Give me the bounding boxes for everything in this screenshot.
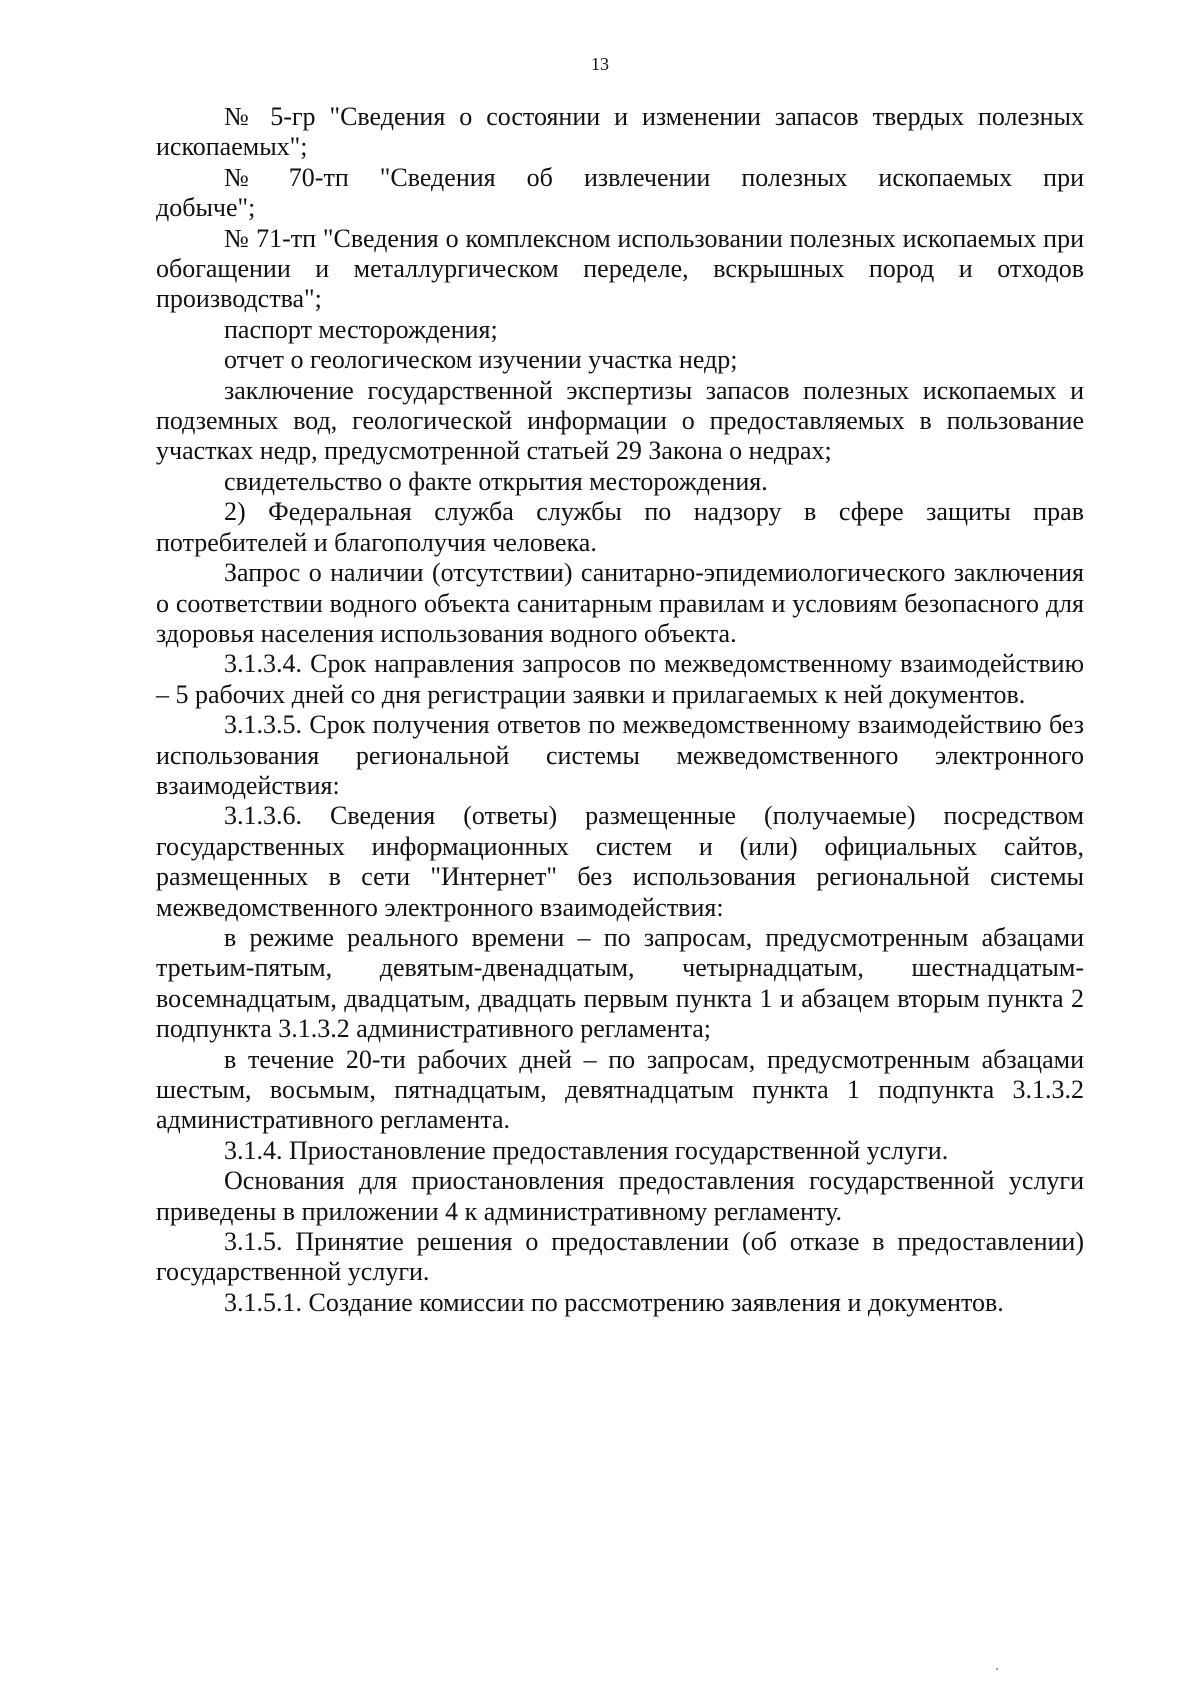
paragraph-3-1-5-1: 3.1.5.1. Создание комиссии по рассмотрению заявления и документов. [224, 1287, 1004, 1317]
page-number: 13 [591, 54, 609, 74]
paragraph-form-70tp: № 70-тп "Сведения об извлечении полезных ископаемых при добыче"; [156, 162, 1084, 223]
paragraph-3-1-5: 3.1.5. Принятие решения о предоставлении (об отказе в предоставлении) государственной услуги. [156, 1227, 1084, 1287]
paragraph-3-1-3-6: 3.1.3.6. Сведения (ответы) размещенные (получаемые) посредством государственных информационных систем и (или) официальных сайтов, размещенных в сети "Интернет" без использования региональной системы межведомственного электронного взаимодействия: [156, 801, 1084, 922]
paragraph-20-days: в течение 20-ти рабочих дней – по запросам, предусмотренным абзацами шестым, восьмым, пятнадцатым, девятнадцатым пункта 1 подпункта 3.1.3.2 административного регламента. [156, 1044, 1084, 1135]
paragraph-form-71tp: № 71-тп "Сведения о комплексном использовании полезных ископаемых при обогащении и металлургическом переделе, вскрышных пород и отходов производства"; [156, 223, 1084, 314]
paragraph-sanitary-request: Запрос о наличии (отсутствии) санитарно-эпидемиологического заключения о соответствии водного объекта санитарным правилам и условиям безопасного для здоровья населения использования водного объекта. [156, 558, 1084, 648]
document-body [156, 102, 1084, 1318]
paragraph-discovery-certificate: свидетельство о факте открытия месторождения. [224, 466, 768, 496]
paragraph-deposit-passport: паспорт месторождения; [224, 314, 498, 344]
paragraph-3-1-4: 3.1.4. Приостановление предоставления государственной услуги. [224, 1135, 949, 1165]
paragraph-form-5gr: № 5-гр "Сведения о состоянии и изменении запасов твердых полезных ископаемых"; [156, 102, 1084, 162]
paragraph-suspension-grounds: Основания для приостановления предоставления государственной услуги приведены в приложении 4 к административному регламенту. [156, 1166, 1084, 1226]
scan-speck [996, 1668, 998, 1670]
paragraph-geological-report: отчет о геологическом изучении участка недр; [224, 345, 738, 375]
paragraph-3-1-3-4: 3.1.3.4. Срок направления запросов по межведомственному взаимодействию – 5 рабочих дней со дня регистрации заявки и прилагаемых к ней документов. [156, 649, 1084, 709]
paragraph-expertise-conclusion: заключение государственной экспертизы запасов полезных ископаемых и подземных вод, геологической информации о предоставляемых в пользование участках недр, предусмотренной статьей 29 Закона о недрах; [156, 375, 1084, 466]
paragraph-3-1-3-5: 3.1.3.5. Срок получения ответов по межведомственному взаимодействию без использования региональной системы межведомственного электронного взаимодействия: [156, 710, 1084, 800]
paragraph-federal-service: 2) Федеральная служба службы по надзору в сфере защиты прав потребителей и благополучия человека. [156, 497, 1084, 557]
paragraph-real-time: в режиме реального времени – по запросам, предусмотренным абзацами третьим-пятым, девятым-двенадцатым, четырнадцатым, шестнадцатым-восемнадцатым, двадцатым, двадцать первым пункта 1 и абзацем вторым пункта 2 подпункта 3.1.3.2 административного регламента; [156, 922, 1084, 1044]
